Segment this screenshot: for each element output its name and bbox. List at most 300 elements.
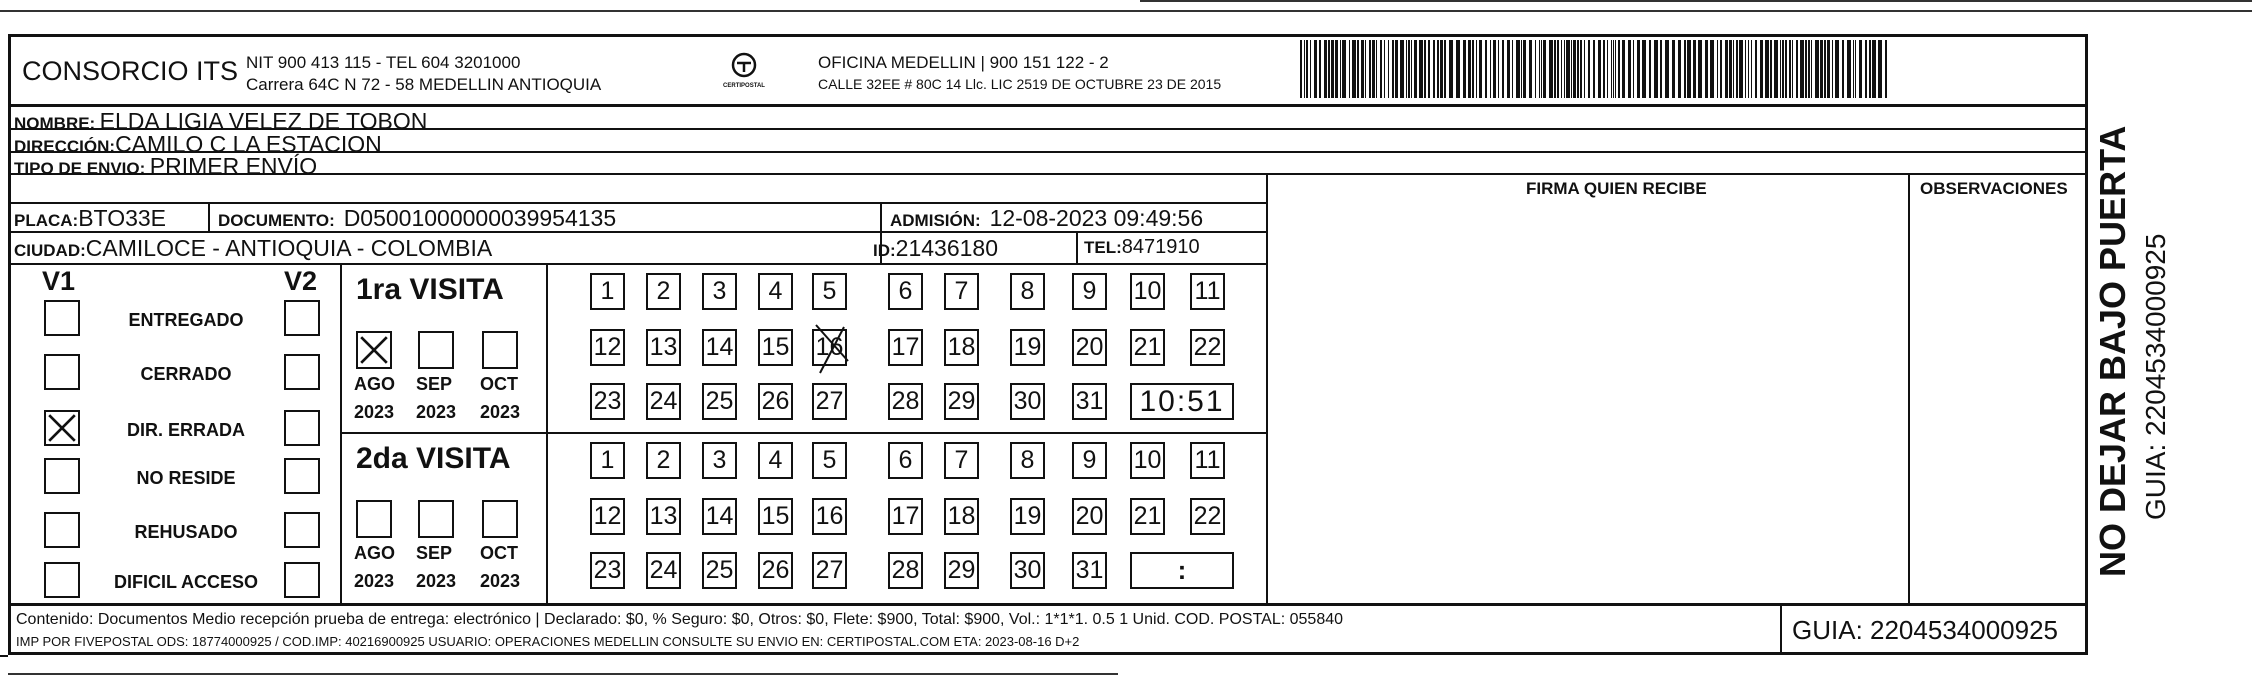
barcode-bar (1751, 40, 1752, 98)
barcode-bar (1472, 40, 1474, 98)
barcode-bar (1745, 40, 1746, 98)
day-box[interactable] (590, 498, 625, 535)
day-box[interactable] (888, 552, 923, 589)
logo-text: CERTIPOSTAL (723, 83, 765, 89)
barcode-bar (1796, 40, 1798, 98)
ciudad-row (14, 237, 492, 260)
barcode-bar (1733, 40, 1734, 98)
barcode-bar (1878, 40, 1882, 98)
barcode-bar (1622, 40, 1625, 98)
barcode-bar (1820, 40, 1823, 98)
day-box[interactable] (702, 383, 737, 420)
barcode-bar (1561, 40, 1562, 98)
v1-label: V1 (42, 266, 76, 296)
documento-row (218, 207, 616, 230)
day-number: 27 (815, 556, 844, 584)
barcode-bar (1408, 40, 1410, 98)
rule (8, 263, 1268, 265)
month-checkbox[interactable] (356, 331, 392, 369)
tipo-row (14, 155, 317, 178)
month-year: 2023 (416, 402, 457, 422)
placa-label: PLACA: (14, 211, 79, 230)
v1-checkbox[interactable] (44, 354, 80, 390)
top-edge-2 (1140, 0, 2252, 2)
id-label: ID: (873, 241, 896, 260)
side-warning: NO DEJAR BAJO PUERTA (2092, 125, 2133, 577)
barcode-bar (1384, 40, 1385, 98)
barcode-bar (1340, 40, 1341, 98)
v2-checkbox[interactable] (284, 458, 320, 494)
barcode-bar (1885, 40, 1887, 98)
barcode-bar (1618, 40, 1620, 98)
rule (1266, 173, 1268, 603)
v1-checkbox[interactable] (44, 300, 80, 336)
day-box[interactable] (888, 498, 923, 535)
v2-checkbox[interactable] (284, 354, 320, 390)
day-number: 25 (705, 556, 734, 584)
barcode-bar (1736, 40, 1738, 98)
v1-checkbox[interactable] (44, 410, 80, 446)
day-number: 2 (656, 277, 671, 305)
v1-checkbox[interactable] (44, 458, 80, 494)
day-number: 3 (712, 277, 727, 305)
barcode-bar (1342, 40, 1346, 98)
barcode-bar (1693, 40, 1696, 98)
day-box[interactable] (1010, 329, 1045, 366)
barcode-bar (1842, 40, 1844, 98)
id-value: 21436180 (895, 235, 999, 261)
day-box[interactable] (944, 552, 979, 589)
barcode-bar (1780, 40, 1781, 98)
day-number: 13 (649, 502, 678, 530)
barcode-bar (1485, 40, 1487, 98)
day-number: 30 (1013, 556, 1042, 584)
rule (8, 173, 2088, 175)
month-checkbox[interactable] (356, 500, 392, 538)
barcode-bar (1725, 40, 1728, 98)
time-field[interactable] (1130, 552, 1234, 589)
barcode-bar (1580, 40, 1582, 98)
status-label: NO RESIDE (136, 468, 236, 488)
status-label: ENTREGADO (128, 310, 244, 330)
barcode-bar (1541, 40, 1542, 98)
admision-value: 12-08-2023 09:49:56 (989, 205, 1204, 231)
barcode-bar (1611, 40, 1612, 98)
month-label: SEP (416, 543, 453, 563)
day-box[interactable] (1010, 498, 1045, 535)
barcode-bar (1554, 40, 1556, 98)
day-number: 20 (1075, 333, 1104, 361)
day-box[interactable] (1190, 442, 1225, 479)
barcode-bar (1539, 40, 1540, 98)
day-box[interactable] (888, 273, 923, 310)
footer-guia: GUIA: 2204534000925 (1792, 615, 2058, 645)
day-box[interactable] (702, 329, 737, 366)
day-box[interactable] (812, 273, 847, 310)
barcode-bar (1352, 40, 1356, 98)
barcode-bar (1865, 40, 1867, 98)
side-guia: GUIA: 2204534000925 (2140, 233, 2171, 520)
day-number: 19 (1013, 502, 1042, 530)
day-box[interactable] (702, 498, 737, 535)
day-box[interactable] (944, 498, 979, 535)
barcode-bar (1400, 40, 1404, 98)
visit-title: 2da VISITA (356, 442, 511, 475)
barcode-bar (1314, 40, 1317, 98)
barcode-bar (1598, 40, 1601, 98)
barcode-bar (1535, 40, 1536, 98)
rule (8, 104, 2088, 107)
barcode-bar (1588, 40, 1590, 98)
day-box[interactable] (1072, 552, 1107, 589)
barcode-bar (1789, 40, 1791, 98)
barcode-bar (1832, 40, 1833, 98)
tipo-label: TIPO DE ENVIO: (14, 159, 146, 178)
day-number: 23 (593, 387, 622, 415)
day-number: 22 (1193, 502, 1222, 530)
barcode-bar (1444, 40, 1446, 98)
day-box[interactable] (888, 442, 923, 479)
x-mark-icon (358, 333, 390, 367)
day-box[interactable] (758, 383, 793, 420)
barcode-bar (1395, 40, 1398, 98)
ciudad-value: CAMILOCE - ANTIOQUIA - COLOMBIA (85, 235, 493, 261)
day-box[interactable] (1072, 442, 1107, 479)
day-number: 6 (898, 277, 913, 305)
nombre-value: ELDA LIGIA VELEZ DE TOBON (99, 108, 428, 134)
day-box[interactable] (812, 498, 847, 535)
time-field[interactable] (1130, 383, 1234, 420)
barcode-bar (1760, 40, 1763, 98)
day-box[interactable] (1190, 498, 1225, 535)
month-label: AGO (354, 543, 396, 563)
day-number: 22 (1193, 333, 1222, 361)
day-number: 10 (1133, 446, 1162, 474)
v2-checkbox[interactable] (284, 562, 320, 598)
day-number: 18 (947, 502, 976, 530)
barcode-bar (1476, 40, 1477, 98)
day-box[interactable] (1190, 273, 1225, 310)
barcode-bar (1566, 40, 1570, 98)
barcode-bar (1774, 40, 1778, 98)
barcode-bar (1419, 40, 1423, 98)
day-number: 26 (761, 387, 790, 415)
bottom-edge (8, 673, 1118, 675)
barcode-bar (1649, 40, 1651, 98)
rule (2085, 104, 2088, 655)
barcode-bar (1502, 40, 1504, 98)
day-box[interactable] (1130, 442, 1165, 479)
barcode-bar (1573, 40, 1576, 98)
barcode-bar (1710, 40, 1714, 98)
v2-checkbox[interactable] (284, 512, 320, 548)
barcode-graphic (1300, 40, 1890, 98)
day-box[interactable] (1130, 273, 1165, 310)
barcode-bar (1512, 40, 1513, 98)
month-year: 2023 (354, 571, 395, 591)
barcode-bar (1739, 40, 1743, 98)
day-box[interactable] (702, 552, 737, 589)
certipostal-logo (710, 52, 778, 94)
day-number: 12 (593, 502, 622, 530)
barcode-bar (1571, 40, 1572, 98)
day-box[interactable] (1130, 329, 1165, 366)
id-row (873, 237, 998, 260)
barcode-bar (1380, 40, 1382, 98)
day-box[interactable] (646, 442, 681, 479)
address-line: Carrera 64C N 72 - 58 MEDELLIN ANTIOQUIA (246, 75, 602, 94)
day-box[interactable] (758, 442, 793, 479)
status-label: DIFICIL ACCESO (113, 572, 258, 592)
day-box[interactable] (1072, 383, 1107, 420)
barcode-bar (1800, 40, 1804, 98)
day-box[interactable] (1010, 552, 1045, 589)
day-number: 4 (768, 277, 783, 305)
top-edge (0, 10, 2252, 12)
barcode-bar (1324, 40, 1327, 98)
v2-label: V2 (284, 266, 318, 296)
barcode-bar (1306, 40, 1308, 98)
barcode-bar (1328, 40, 1330, 98)
barcode-bar (1557, 40, 1559, 98)
barcode-bar (1827, 40, 1830, 98)
nombre-label: NOMBRE: (14, 114, 96, 133)
day-number: 8 (1020, 277, 1035, 305)
day-box[interactable] (888, 383, 923, 420)
barcode-bar (1521, 40, 1522, 98)
day-number: 3 (712, 446, 727, 474)
ciudad-label: CIUDAD: (14, 241, 86, 260)
barcode-bar (1792, 40, 1793, 98)
barcode-bar (1684, 40, 1686, 98)
barcode-bar (1498, 40, 1499, 98)
day-box[interactable] (944, 442, 979, 479)
day-box[interactable] (758, 273, 793, 310)
documento-value: D05001000000039954135 (343, 205, 617, 231)
barcode-bar (1372, 40, 1375, 98)
month-checkbox[interactable] (482, 331, 518, 369)
barcode-bar (1365, 40, 1366, 98)
day-box[interactable] (590, 383, 625, 420)
barcode-bar (1665, 40, 1669, 98)
barcode-bar (1331, 40, 1334, 98)
day-box[interactable] (1190, 329, 1225, 366)
rule (1780, 606, 1782, 655)
day-number: 13 (649, 333, 678, 361)
barcode-bar (1507, 40, 1510, 98)
barcode-bar (1847, 40, 1851, 98)
barcode-bar (1720, 40, 1722, 98)
rule (208, 202, 210, 231)
barcode-bar (1388, 40, 1389, 98)
day-box[interactable] (646, 383, 681, 420)
month-checkbox[interactable] (482, 500, 518, 538)
admision-label: ADMISIÓN: (890, 211, 981, 230)
barcode-bar (1717, 40, 1718, 98)
day-box[interactable] (1072, 329, 1107, 366)
day-box[interactable] (758, 498, 793, 535)
day-number: 6 (898, 446, 913, 474)
day-number: 1 (600, 277, 615, 305)
day-box[interactable] (812, 329, 847, 366)
rule (8, 603, 2088, 606)
barcode-bar (1782, 40, 1784, 98)
day-box[interactable] (812, 552, 847, 589)
month-label: OCT (480, 543, 518, 563)
barcode-bar (1424, 40, 1426, 98)
month-checkbox[interactable] (418, 331, 454, 369)
day-box[interactable] (944, 329, 979, 366)
barcode-bar (1660, 40, 1662, 98)
day-number: 8 (1020, 446, 1035, 474)
day-number: 11 (1194, 446, 1221, 474)
day-number: 5 (822, 446, 837, 474)
barcode-bar (1490, 40, 1491, 98)
barcode-bar (1815, 40, 1819, 98)
day-box[interactable] (646, 273, 681, 310)
barcode-bar (1357, 40, 1359, 98)
day-box[interactable] (812, 383, 847, 420)
day-box[interactable] (590, 442, 625, 479)
barcode-bar (1523, 40, 1526, 98)
day-box[interactable] (1072, 273, 1107, 310)
v1-checkbox[interactable] (44, 512, 80, 548)
bottom-left-edge (0, 655, 8, 657)
barcode-bar (1335, 40, 1338, 98)
barcode-bar (1855, 40, 1856, 98)
day-box[interactable] (590, 273, 625, 310)
day-number: 27 (815, 387, 844, 415)
month-year: 2023 (416, 571, 457, 591)
day-number: 23 (593, 556, 622, 584)
v2-checkbox[interactable] (284, 300, 320, 336)
barcode-bar (1449, 40, 1453, 98)
day-number: 2 (656, 446, 671, 474)
day-box[interactable] (1010, 383, 1045, 420)
rule (1076, 231, 1078, 263)
day-box[interactable] (812, 442, 847, 479)
barcode-bar (1361, 40, 1364, 98)
day-number: 15 (761, 333, 790, 361)
day-box[interactable] (1130, 498, 1165, 535)
month-label: AGO (354, 374, 396, 394)
barcode-bar (1633, 40, 1634, 98)
barcode-bar (1529, 40, 1532, 98)
day-number: 17 (891, 502, 920, 530)
barcode-bar (1705, 40, 1708, 98)
status-label: CERRADO (140, 364, 232, 384)
time-value: 10:51 (1139, 385, 1225, 418)
barcode-bar (1493, 40, 1496, 98)
barcode-bar (1808, 40, 1810, 98)
barcode-bar (1824, 40, 1826, 98)
rule (8, 231, 1268, 233)
month-checkbox[interactable] (418, 500, 454, 538)
day-box[interactable] (646, 552, 681, 589)
barcode-bar (1698, 40, 1702, 98)
day-number: 7 (954, 277, 969, 305)
barcode-bar (1805, 40, 1807, 98)
day-number: 28 (891, 387, 920, 415)
day-number: 25 (705, 387, 734, 415)
day-number: 12 (593, 333, 622, 361)
day-number: 14 (705, 502, 734, 530)
v1-checkbox[interactable] (44, 562, 80, 598)
day-number: 28 (891, 556, 920, 584)
day-box[interactable] (1010, 273, 1045, 310)
day-box[interactable] (888, 329, 923, 366)
barcode-bar (1869, 40, 1871, 98)
barcode-bar (1603, 40, 1605, 98)
nombre-row (14, 110, 427, 133)
barcode-bar (1872, 40, 1876, 98)
barcode-bar (1654, 40, 1658, 98)
day-number: 16 (815, 333, 844, 361)
day-box[interactable] (944, 383, 979, 420)
day-number: 16 (815, 502, 844, 530)
day-box[interactable] (944, 273, 979, 310)
barcode-bar (1853, 40, 1854, 98)
barcode-bar (1433, 40, 1435, 98)
admision-row (890, 207, 1203, 230)
month-year: 2023 (354, 402, 395, 422)
barcode-bar (1319, 40, 1321, 98)
day-box[interactable] (1010, 442, 1045, 479)
direccion-label: DIRECCIÓN: (14, 137, 116, 156)
barcode-bar (1549, 40, 1553, 98)
day-number: 4 (768, 446, 783, 474)
office-address: CALLE 32EE # 80C 14 Llc. LIC 2519 DE OCTUBRE 23 DE 2015 (818, 76, 1222, 92)
barcode-bar (1637, 40, 1640, 98)
strike-mark-icon (810, 321, 854, 377)
barcode-bar (1463, 40, 1466, 98)
day-box[interactable] (1072, 498, 1107, 535)
day-number: 10 (1133, 277, 1162, 305)
barcode-bar (1613, 40, 1614, 98)
day-number: 24 (649, 556, 678, 584)
day-box[interactable] (702, 442, 737, 479)
day-number: 29 (947, 556, 976, 584)
rule (340, 432, 1268, 434)
day-box[interactable] (646, 329, 681, 366)
barcode-bar (1607, 40, 1608, 98)
v2-checkbox[interactable] (284, 410, 320, 446)
rule (8, 202, 1268, 204)
barcode-bar (1369, 40, 1371, 98)
barcode-bar (1687, 40, 1691, 98)
barcode-bar (1349, 40, 1350, 98)
day-box[interactable] (758, 329, 793, 366)
month-label: SEP (416, 374, 453, 394)
day-number: 5 (822, 277, 837, 305)
day-box[interactable] (590, 552, 625, 589)
barcode-bar (1392, 40, 1394, 98)
day-number: 21 (1133, 333, 1162, 361)
month-year: 2023 (480, 402, 521, 422)
barcode-bar (1628, 40, 1631, 98)
day-number: 21 (1133, 502, 1162, 530)
day-box[interactable] (590, 329, 625, 366)
barcode-bar (1479, 40, 1482, 98)
barcode-bar (1593, 40, 1595, 98)
tel-label: TEL: (1084, 238, 1122, 257)
day-box[interactable] (758, 552, 793, 589)
tipo-value: PRIMER ENVÍO (149, 153, 318, 179)
barcode-bar (1859, 40, 1862, 98)
barcode-bar (1437, 40, 1439, 98)
day-box[interactable] (646, 498, 681, 535)
day-box[interactable] (702, 273, 737, 310)
